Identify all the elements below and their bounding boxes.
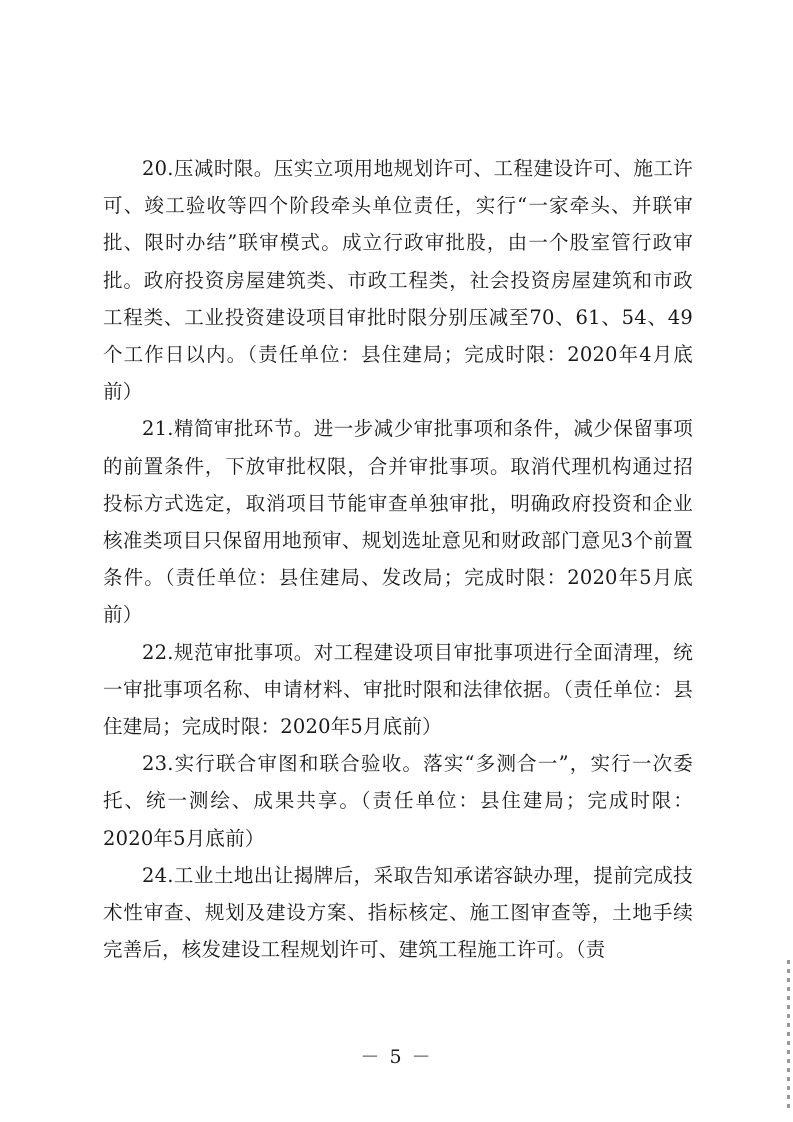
page-number: － 5 － bbox=[360, 1046, 433, 1068]
paragraph-23: 23.实行联合审图和联合验收。落实“多测合一”，实行一次委托、统一测绘、成果共享。（责任单位：县住建局；完成时限：2020年5月底前） bbox=[103, 752, 693, 850]
scan-edge-marks bbox=[787, 960, 790, 1110]
paragraph-21: 21.精简审批环节。进一步减少审批事项和条件，减少保留事项的前置条件，下放审批权限，合并审批事项。取消代理机构通过招投标方式选定，取消项目节能审查单独审批，明确政府投资和企业核准类项目只保留用地预审、规划选址意见和财政部门意见3个前置条件。（责任单位：县住建局、发改局；完成时限：2020年5月底前） bbox=[103, 417, 693, 627]
body-text bbox=[103, 150, 693, 968]
paragraph-22: 22.规范审批事项。对工程建设项目审批事项进行全面清理，统一审批事项名称、申请材料、审批时限和法律依据。（责任单位：县住建局；完成时限：2020年5月底前） bbox=[103, 640, 693, 739]
paragraph-20: 20.压减时限。压实立项用地规划许可、工程建设许可、施工许可、竣工验收等四个阶段牵头单位责任，实行“一家牵头、并联审批、限时办结”联审模式。成立行政审批股，由一个股室管行政审批。政府投资房屋建筑类、市政工程类，社会投资房屋建筑和市政工程类、工业投资建设项目审批时限分别压减至70、61、54、49个工作日以内。（责任单位：县住建局；完成时限：2020年4月底前） bbox=[103, 157, 693, 404]
paragraph-24: 24.工业土地出让揭牌后，采取告知承诺容缺办理，提前完成技术性审查、规划及建设方案、指标核定、施工图审查等，土地手续完善后，核发建设工程规划许可、建筑工程施工许可。（责 bbox=[103, 863, 693, 962]
